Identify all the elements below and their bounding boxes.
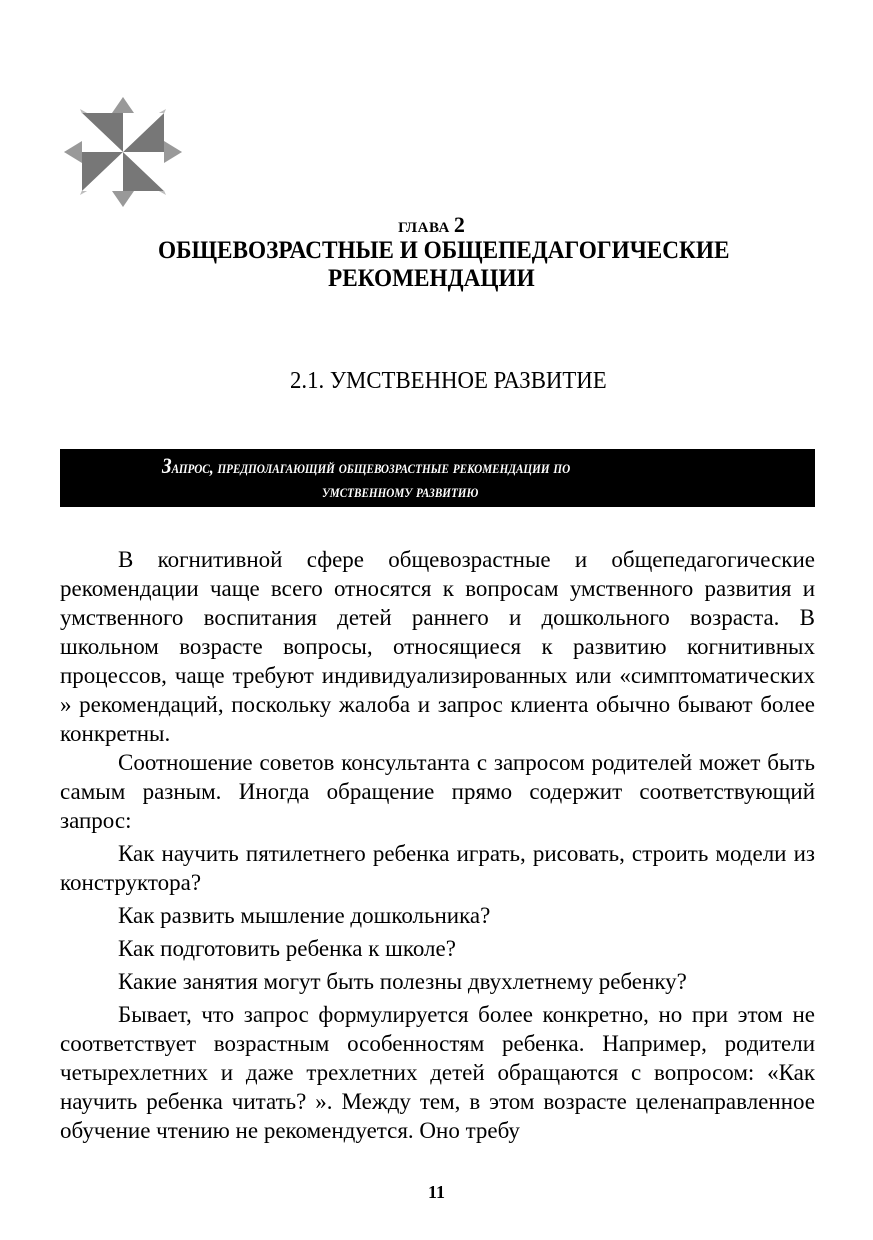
question-item: Как научить пятилетнего ребенка играть, рисовать, строить модели из конструктора? xyxy=(60,841,815,895)
chapter-label xyxy=(0,212,873,238)
question-item: Как развить мышление дошкольника? xyxy=(118,903,491,928)
star-ornament-icon xyxy=(62,95,184,209)
chapter-title-line1: ОБЩЕВОЗРАСТНЫЕ И ОБЩЕПЕДАГОГИЧЕСКИЕ xyxy=(158,237,730,264)
banner-line2: умственному развитию xyxy=(322,481,479,501)
paragraph: Бывает, что запрос формулируется более конкретно, но при этом не соответствует возрастным особенностям ребенка. Например, родители четырехлетних и даже трехлетних детей обращаются с вопросом: «Как научить ребенка читать? ». Между тем, в этом возрасте целенаправленное обучение чтению не рекомендуется. Оно требу xyxy=(60,1002,815,1143)
banner-initial: З xyxy=(162,453,172,478)
paragraph: В когнитивной сфере общевозрастные и общепедагогические рекомендации чаще всего относятся к вопросам умственного развития и умственного воспитания детей раннего и дошкольного возраста. В школьном возрасте вопросы, относящиеся к развитию когнитивных процессов, чаще требуют индивидуализированных или «симптоматических » рекомендаций, поскольку жалоба и запрос клиента обычно бывают более конкретны. xyxy=(60,547,815,746)
query-banner xyxy=(60,449,815,507)
section-title: 2.1. УМСТВЕННОЕ РАЗВИТИЕ xyxy=(290,368,607,394)
chapter-word: ГЛАВА xyxy=(398,220,450,236)
question-item: Как подготовить ребенка к школе? xyxy=(118,936,456,961)
chapter-title-line2: РЕКОМЕНДАЦИИ xyxy=(328,265,535,292)
body-text xyxy=(60,545,815,1145)
paragraph: Соотношение советов консультанта с запросом родителей может быть самым разным. Иногда обращение прямо содержит соответствующий запрос: xyxy=(60,750,815,833)
question-item: Какие занятия могут быть полезны двухлетнему ребенку? xyxy=(118,969,687,994)
banner-line1: апрос, предполагающий общевозрастные рекомендации по xyxy=(171,457,571,477)
chapter-number: 2 xyxy=(453,212,465,237)
page-number: 11 xyxy=(427,1182,445,1202)
